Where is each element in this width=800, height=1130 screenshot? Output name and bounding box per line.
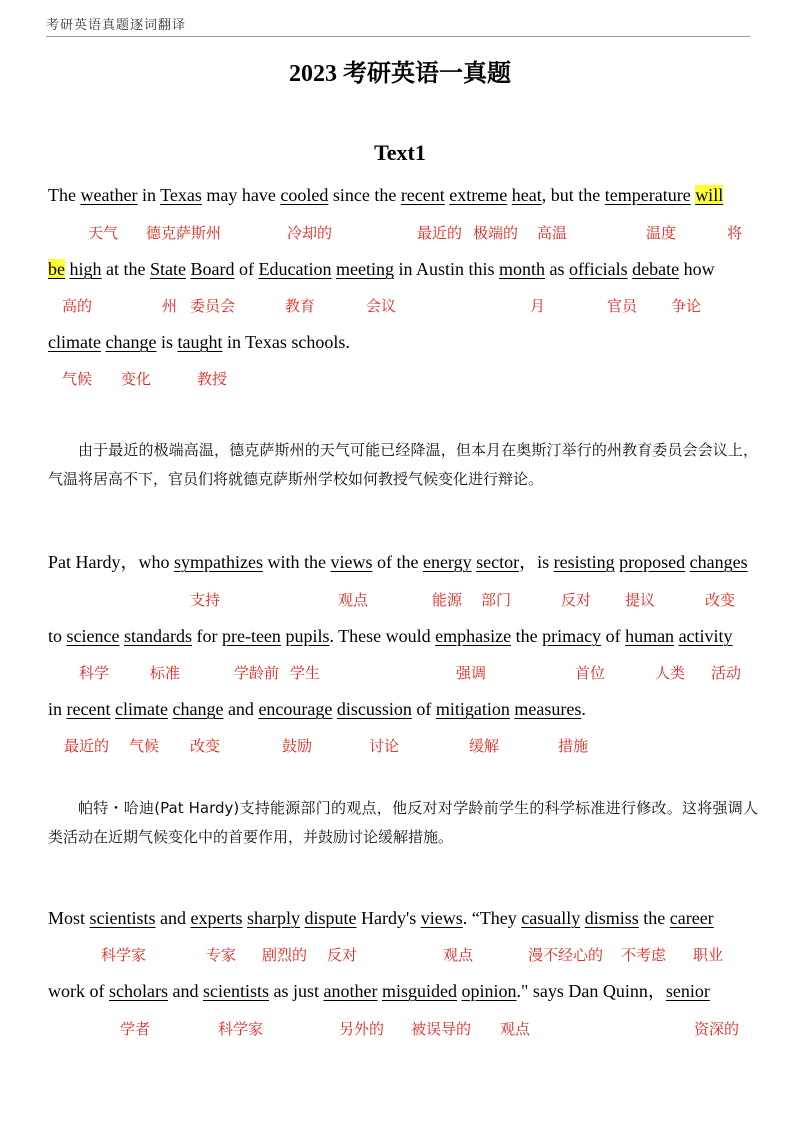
text-run: and bbox=[167, 981, 203, 1001]
gloss-word: 缓解 bbox=[469, 737, 500, 755]
gloss-word: 漫不经心的 bbox=[528, 946, 604, 964]
gloss-word: 职业 bbox=[693, 946, 724, 964]
text-run: . These would bbox=[329, 626, 436, 646]
text-run: is bbox=[537, 552, 554, 572]
text-run: in bbox=[137, 185, 161, 205]
gloss-word: 学者 bbox=[120, 1020, 151, 1038]
vocab-word: climate bbox=[48, 332, 101, 352]
gloss-word: 极端的 bbox=[473, 224, 519, 242]
gloss-word: 气候 bbox=[129, 737, 160, 755]
gloss-word: 德克萨斯州 bbox=[146, 224, 222, 242]
vocab-word: sympathizes bbox=[173, 552, 263, 572]
header-rule bbox=[46, 36, 750, 37]
vocab-word: officials bbox=[569, 259, 628, 279]
gloss-word: 教育 bbox=[285, 297, 316, 315]
gloss-word: 措施 bbox=[558, 737, 589, 755]
english-line bbox=[48, 905, 760, 931]
text-run: in Austin this bbox=[393, 259, 499, 279]
english-line bbox=[48, 256, 760, 282]
english-line bbox=[48, 978, 760, 1004]
gloss-word: 月 bbox=[530, 297, 546, 315]
vocab-word: temperature bbox=[604, 185, 691, 205]
gloss-row bbox=[48, 222, 760, 246]
gloss-word: 天气 bbox=[88, 224, 119, 242]
translation-paragraph: 由于最近的极端高温，德克萨斯州的天气可能已经降温，但本月在奥斯汀举行的州教育委员会会议上，气温将居高不下，官员们将就德克萨斯州学校如何教授气候变化进行辩论。 bbox=[48, 441, 758, 488]
vocab-word: opinion bbox=[461, 981, 517, 1001]
text-run: , but the bbox=[541, 185, 605, 205]
vocab-word: change bbox=[105, 332, 157, 352]
text-run: Pat Hardy bbox=[48, 552, 121, 572]
gloss-word: 鼓励 bbox=[282, 737, 313, 755]
gloss-word: 反对 bbox=[561, 591, 592, 609]
gloss-word: 观点 bbox=[500, 1020, 531, 1038]
section-heading: Text1 bbox=[374, 140, 426, 165]
vocab-word: cooled bbox=[280, 185, 329, 205]
vocab-word: scientists bbox=[89, 908, 156, 928]
text-run: ， bbox=[519, 552, 538, 572]
vocab-word: another bbox=[323, 981, 378, 1001]
english-line bbox=[48, 549, 760, 575]
vocab-word: resisting bbox=[553, 552, 615, 572]
vocab-word: energy bbox=[422, 552, 472, 572]
vocab-word: pupils bbox=[285, 626, 330, 646]
text-run: . “They bbox=[462, 908, 522, 928]
gloss-word: 科学家 bbox=[101, 946, 147, 964]
vocab-word: primacy bbox=[542, 626, 602, 646]
vocab-word: science bbox=[66, 626, 120, 646]
text-run: of bbox=[411, 699, 436, 719]
vocab-word: be bbox=[48, 259, 65, 279]
translation-paragraph: 帕特・哈迪(Pat Hardy)支持能源部门的观点，他反对对学龄前学生的科学标准进行修改。这将强调人类活动在近期气候变化中的首要作用，并鼓励讨论缓解措施。 bbox=[48, 799, 758, 846]
vocab-word: debate bbox=[632, 259, 680, 279]
text-run: as just bbox=[268, 981, 324, 1001]
english-line bbox=[48, 696, 760, 722]
english-line bbox=[48, 623, 760, 649]
text-run: for bbox=[191, 626, 222, 646]
gloss-row bbox=[48, 735, 760, 759]
vocab-word: extreme bbox=[449, 185, 508, 205]
text-run: ， bbox=[120, 552, 139, 572]
vocab-word: casually bbox=[521, 908, 581, 928]
gloss-word: 讨论 bbox=[369, 737, 400, 755]
gloss-word: 另外的 bbox=[339, 1020, 385, 1038]
text-run: as bbox=[545, 259, 570, 279]
gloss-word: 将 bbox=[727, 224, 743, 242]
vocab-word: scientists bbox=[202, 981, 269, 1001]
text-run: who bbox=[138, 552, 174, 572]
gloss-word: 学生 bbox=[290, 664, 321, 682]
vocab-word: recent bbox=[66, 699, 111, 719]
vocab-word: State bbox=[150, 259, 186, 279]
vocab-word: human bbox=[625, 626, 675, 646]
text-run: and bbox=[223, 699, 259, 719]
gloss-word: 会议 bbox=[366, 297, 397, 315]
gloss-word: 改变 bbox=[190, 737, 221, 755]
vocab-word: proposed bbox=[619, 552, 686, 572]
gloss-word: 高的 bbox=[62, 297, 93, 315]
text-run: in bbox=[48, 699, 67, 719]
gloss-word: 争论 bbox=[671, 297, 702, 315]
text-run: in Texas schools. bbox=[222, 332, 350, 352]
gloss-word: 最近的 bbox=[417, 224, 463, 242]
text-run: is bbox=[156, 332, 178, 352]
text-run: Most bbox=[48, 908, 90, 928]
vocab-word: discussion bbox=[336, 699, 412, 719]
vocab-word: sharply bbox=[247, 908, 300, 928]
vocab-word: month bbox=[499, 259, 546, 279]
vocab-word: mitigation bbox=[435, 699, 510, 719]
vocab-word: meeting bbox=[335, 259, 394, 279]
vocab-word: climate bbox=[114, 699, 168, 719]
text-run: ， bbox=[647, 981, 666, 1001]
gloss-row bbox=[48, 944, 760, 968]
english-line bbox=[48, 182, 760, 208]
vocab-word: will bbox=[695, 185, 724, 205]
text-run: and bbox=[155, 908, 191, 928]
vocab-word: dispute bbox=[304, 908, 357, 928]
gloss-word: 州 bbox=[162, 297, 178, 315]
vocab-word: dismiss bbox=[584, 908, 639, 928]
gloss-word: 温度 bbox=[646, 224, 677, 242]
gloss-word: 教授 bbox=[197, 370, 228, 388]
vocab-word: encourage bbox=[258, 699, 333, 719]
vocab-word: recent bbox=[400, 185, 445, 205]
gloss-row bbox=[48, 368, 760, 392]
gloss-word: 部门 bbox=[481, 591, 512, 609]
vocab-word: measures bbox=[514, 699, 582, 719]
vocab-word: career bbox=[669, 908, 714, 928]
vocab-word: misguided bbox=[381, 981, 457, 1001]
text-run: . bbox=[581, 699, 586, 719]
gloss-word: 专家 bbox=[206, 946, 237, 964]
vocab-word: Texas bbox=[160, 185, 202, 205]
gloss-word: 观点 bbox=[443, 946, 474, 964]
gloss-word: 被误导的 bbox=[411, 1020, 472, 1038]
english-line bbox=[48, 329, 760, 355]
vocab-word: experts bbox=[190, 908, 243, 928]
gloss-word: 科学 bbox=[79, 664, 110, 682]
text-run: of bbox=[601, 626, 626, 646]
gloss-word: 官员 bbox=[607, 297, 638, 315]
gloss-word: 能源 bbox=[432, 591, 463, 609]
text-run: Hardy's bbox=[356, 908, 421, 928]
vocab-word: change bbox=[172, 699, 224, 719]
gloss-word: 活动 bbox=[711, 664, 742, 682]
gloss-row bbox=[48, 589, 760, 613]
gloss-word: 改变 bbox=[705, 591, 736, 609]
text-run: may have bbox=[201, 185, 281, 205]
text-run: at the bbox=[101, 259, 150, 279]
vocab-word: views bbox=[420, 908, 463, 928]
gloss-row bbox=[48, 662, 760, 686]
text-run: of bbox=[234, 259, 259, 279]
gloss-word: 提议 bbox=[625, 591, 656, 609]
vocab-word: heat bbox=[511, 185, 542, 205]
gloss-word: 科学家 bbox=[218, 1020, 264, 1038]
vocab-word: high bbox=[69, 259, 102, 279]
gloss-word: 资深的 bbox=[694, 1020, 740, 1038]
vocab-word: sector bbox=[476, 552, 520, 572]
vocab-word: emphasize bbox=[435, 626, 512, 646]
vocab-word: Education bbox=[258, 259, 332, 279]
vocab-word: changes bbox=[689, 552, 748, 572]
vocab-word: taught bbox=[177, 332, 223, 352]
text-run: with the bbox=[262, 552, 331, 572]
gloss-word: 支持 bbox=[190, 591, 221, 609]
text-run: since the bbox=[328, 185, 401, 205]
gloss-word: 观点 bbox=[338, 591, 369, 609]
gloss-word: 强调 bbox=[456, 664, 487, 682]
text-run: ." says Dan Quinn bbox=[516, 981, 648, 1001]
gloss-word: 学龄前 bbox=[234, 664, 280, 682]
text-run: work of bbox=[48, 981, 109, 1001]
gloss-row bbox=[48, 295, 760, 319]
vocab-word: Board bbox=[190, 259, 235, 279]
gloss-word: 高温 bbox=[537, 224, 568, 242]
text-run: how bbox=[679, 259, 715, 279]
gloss-word: 首位 bbox=[575, 664, 606, 682]
gloss-word: 变化 bbox=[121, 370, 152, 388]
text-run: The bbox=[48, 185, 81, 205]
gloss-word: 不考虑 bbox=[621, 946, 667, 964]
gloss-word: 剧烈的 bbox=[262, 946, 308, 964]
vocab-word: weather bbox=[80, 185, 138, 205]
gloss-word: 反对 bbox=[327, 946, 358, 964]
gloss-word: 最近的 bbox=[64, 737, 110, 755]
gloss-word: 委员会 bbox=[190, 297, 236, 315]
text-run: of the bbox=[372, 552, 423, 572]
vocab-word: scholars bbox=[109, 981, 168, 1001]
text-run: to bbox=[48, 626, 67, 646]
gloss-word: 人类 bbox=[655, 664, 686, 682]
page-title: 2023 考研英语一真题 bbox=[289, 61, 511, 87]
text-run: the bbox=[511, 626, 543, 646]
vocab-word: senior bbox=[665, 981, 710, 1001]
vocab-word: activity bbox=[678, 626, 733, 646]
gloss-word: 标准 bbox=[150, 664, 181, 682]
gloss-word: 气候 bbox=[62, 370, 93, 388]
running-header: 考研英语真题逐词翻译 bbox=[46, 18, 187, 33]
gloss-word: 冷却的 bbox=[287, 224, 333, 242]
vocab-word: standards bbox=[123, 626, 192, 646]
text-run: the bbox=[638, 908, 670, 928]
vocab-word: pre-teen bbox=[221, 626, 281, 646]
vocab-word: views bbox=[330, 552, 373, 572]
gloss-row bbox=[48, 1018, 760, 1042]
